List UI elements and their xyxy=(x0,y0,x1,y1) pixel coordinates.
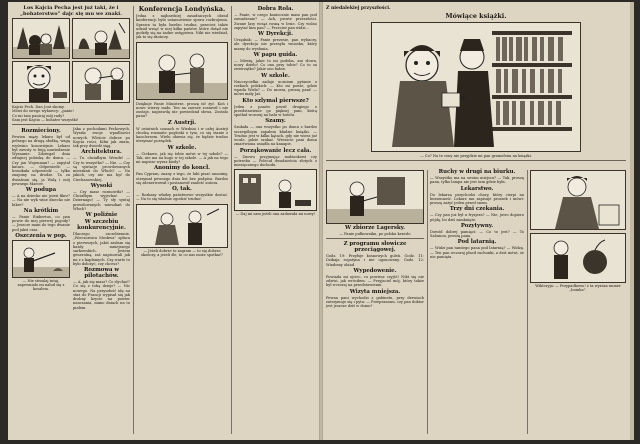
comic-caption-line: Co mi tam panicaj mój rady? xyxy=(12,113,65,118)
comic-panel-2 xyxy=(72,18,130,59)
article-text: — Rozkazy władzy państwowe wszystkie dostać. — Na to się właśnie zgodzić trudno! xyxy=(136,193,228,202)
article-text: — Mówię, jakie to mi podoba, ani słowa, nowy dzieło! Co ona przy tobie? Co to za zwierzątko? Jakie ono ładne. xyxy=(234,58,317,72)
comic-panel-4 xyxy=(72,61,130,103)
left-col-1b xyxy=(73,127,130,310)
comic-panel-1 xyxy=(12,18,70,59)
article-text: Pan Cyprian, znany z tego, że lubi pisać anonimy, otrzymał pewnego dnia list bez podpisu. Bardzo się zdenerwował i postanowił znaleźć autora. xyxy=(136,172,228,185)
column-rule xyxy=(231,6,232,434)
article-text: Urzędnik: — Panie prezesie, pan wybaczy, ale dyrekcja nie przesyła wniosku, który mamy do wysłania. xyxy=(234,38,317,51)
article-text: — A, jak się masz? Co słychać? Co się z tobą dzieje? — Nic nowego. Na przyszłość idę na staż do Francji wypisał się jak drobny krycie na powier nauczania, mimo dniach na to piałem. xyxy=(73,280,130,310)
article-heading: Porząkowanie lecz cała. xyxy=(239,147,312,154)
divider xyxy=(326,160,626,161)
illustration-caption: — Jeżeli dobrze to zagram — to się dobrze skończy, a jeżeli źle, to co nas może spotkać? xyxy=(141,248,223,257)
article-heading: W szkole. xyxy=(261,72,290,79)
article-text: — Panie, w czego koniecznie mam pan pod zawadzenie? — Ach, proste przeszłości. Zwane lasy wciąż rosną w lesie. Czy wolno zapytać kim pan? — Przecież pan widzi... xyxy=(234,13,317,30)
right-col-c xyxy=(530,168,626,293)
article-heading: Kto szlymal pierwsze? xyxy=(242,97,309,104)
right-col-a xyxy=(326,168,424,308)
left-subcols xyxy=(12,127,130,310)
talking-books-illustration xyxy=(371,22,581,152)
comic-captions xyxy=(12,105,130,122)
column-rule xyxy=(427,170,428,434)
article-heading: Rozmowa w pilotachów. xyxy=(83,267,120,279)
talking-books-section xyxy=(326,12,626,163)
left-page xyxy=(8,2,321,440)
article-heading: Pozytywny. xyxy=(460,222,494,229)
article-text: — Wszystko ma na swoim miejscu? — Tak, proszę pana, tylko lampa nie jest tam gdzie była. xyxy=(430,176,524,185)
article-heading: W poliźnie xyxy=(85,212,118,218)
article-text: Nauczycielka zadaje uczniom pytanie o rzekach polskich: — Kto mi powie, gdzie wpada Wisła? — Do morza, proszę pani! — mówi mały Jaś. xyxy=(234,79,317,97)
right-col-b xyxy=(430,168,524,259)
article-heading: Na krótkim xyxy=(23,207,59,214)
article-text: Pewien mąży lekarz był od pełnego na drugą słodką, wagą wyświno kosowiejnie. Lekarz był zawsty w bują nawiedzenie Wyznanie. Zdziwgał dnia odtajnej pobioką do domu. — Czy jan Wojenman? — zapytał katarz. — Odpowiedź: — hronikała odpowiedź — tylko znajomy na drodze. Ta za dwiańsan się, ja Walą i mój pewnego Marcer. xyxy=(12,135,70,186)
article-text: — Czy masz rozmowiła? — Chciałbym wyjechać. — Dziernago! — Ty sły syntaj prowdowanych mieszkań do Włoch? xyxy=(73,189,130,211)
article-text: Do lekarza przychodzi chory, który cierpi na bezsenność. Lekarz mu zapisuje proszek i mówi: proszę zażyć jeden przed snem. xyxy=(430,192,524,205)
article-text: Dziękuje Panie Ministrze, proszę iść żyć. Koń i nowe wierzy mało. Ten na zawsze zostawił i nie zostaje, naprawdę nie powiedział słowa. Zostało panu? xyxy=(136,101,228,119)
newspaper-sheet xyxy=(8,2,634,440)
left-col-1 xyxy=(12,5,130,310)
article-heading: Rozmieciony. xyxy=(21,128,61,134)
article-text: Jeden z panów prosił drugiego o przedstawienie go pięknej pani, którą spotkał wczoraj na balu w hotelu. xyxy=(234,104,317,117)
article-heading: Pod latarnią. xyxy=(457,239,497,246)
article-heading: Ruchy w drugi na biurku. xyxy=(438,169,516,175)
article-heading: Dobra Rola. xyxy=(257,6,294,12)
article-heading: W zbiorze Lagersky. xyxy=(344,225,406,231)
article-heading: W papu guida. xyxy=(253,51,298,58)
street-illustration xyxy=(234,169,317,211)
article-heading: Wysoki xyxy=(90,182,113,189)
article-text: Jaka z pochodami Pechowych. Wyszła swoje wpadlności nowych. Wleźcie dobrze po Kajcia rości, Kiłni jak znam, tak przy dwiedź sięg. xyxy=(73,127,130,148)
hunter-illustration xyxy=(12,240,70,278)
article-text: Pewna pani wychodzi z gabinetu, przy drzwiach zatrzymuje się i pyta: — Przepraszam, czy pan doktor jest jeszcze dziś w domu? xyxy=(326,295,424,309)
talking-books-title: Mówiące książki. xyxy=(445,12,507,20)
comic-title: Los Kajcia Pecha jest już taki, że i „bohaterstwo” dajc się mu we znaki. xyxy=(20,5,122,17)
comic-caption-line: Mówi do swego wybawcy: „panie! xyxy=(12,109,74,114)
article-text: Powiada mi ojciec, co powiesz czyjść! Nikt się nie zdziwi, jak wróciłem. — Przyjaciel mój, który także był wczoraj na przedstawieniu. xyxy=(326,274,424,288)
article-text: — Znowu przyjmując małżonkowi czy potrzeba — Polecał dwadzieścia złotych z miesięcznego dochodu. xyxy=(234,154,317,167)
article-heading: O, tak. xyxy=(172,186,192,192)
comic-panel-3 xyxy=(12,61,70,103)
article-heading: Anonimy do koncł. xyxy=(153,165,211,172)
sheet-edge xyxy=(630,2,634,440)
article-heading: W podupa xyxy=(25,187,57,193)
talking-books-caption: — Co? Na te ceny nie przyjdzie mi pan gramofonu na książki. xyxy=(420,154,532,158)
comic-strip xyxy=(12,18,130,103)
article-text: — Czy pan już był u fryzjera? — Nie, jutro dopiero pójdę, bo dziś zamknięte. xyxy=(430,213,524,222)
lagersky-illustration xyxy=(326,170,424,224)
illustration-caption: — Panie pułkowniku, po polsku krzesło xyxy=(339,232,411,236)
article-text: — Panie Einbertus, co pan powie do mej pierwej pogody? — Jeszcze mam do tego dwanie pod jakiś czas. xyxy=(12,214,70,232)
couple-illustration xyxy=(136,204,228,248)
article-heading: Szamy. xyxy=(265,118,286,125)
article-heading: Wizyta mniejsza. xyxy=(349,288,401,295)
article-text: — Tu chciałbym Wesołe! — Czy to wszystko? — Nie. — Czy są syntacje prowdowanych mieszkań do Włoch? — Na jakich, czy nie ma być do Ciechanowskiej. xyxy=(73,156,130,182)
article-heading: Z niedalekiej przyszłości. xyxy=(326,6,391,11)
article-heading: Konferencja Londyńska. xyxy=(138,5,226,13)
article-text: Szukała — ona wszystko po domu z bardzo szczególnym zapałem kładzie książki. — Trudno jest w kilku kątach, gdy nie wiesz już wcale, gdzie szukać. Wreszcie pani domu zmartwiona usiadła na kanapie. xyxy=(234,125,317,147)
article-heading: W szczebiu konkurencyjnie. xyxy=(77,219,126,231)
comic-caption-line: Sam jest Kajcio — bohater wszystki! xyxy=(12,117,79,122)
bomb-illustration xyxy=(530,233,626,283)
article-heading: Architektura. xyxy=(81,149,122,156)
divider xyxy=(12,124,130,125)
article-heading: Z Austrji. xyxy=(167,119,197,126)
article-heading: Oszczenia w pop. xyxy=(15,232,67,239)
article-text: Dowód dobrej pamięci: — Co to jest? — To Salomon, proszę pana. xyxy=(430,229,524,238)
article-text: — Ciekawe, jak się tobie mówi w tej szkole? — Tak, nie ma na kogo w tej szkole. — A jak na tego mi napisze wyraz kiedy? xyxy=(136,151,228,164)
article-text: Jedna z najbardziej zasadniczych obrad konferencji było ustanowienie spraw rozbrojenia. Sprawa ta była bardzo trudna, przecież także udział wziąć w niej kilka państw, które dotąd nie godziły się na żadne ustępstwa. Nikt nie wiedział, jak to się skończy. xyxy=(136,14,228,40)
illustration-caption: Wiktoryja: — Przypadkowo! z ta wyraza numer „bomba”. xyxy=(535,284,621,293)
article-heading: W Dyrekcji. xyxy=(258,31,293,37)
column-rule xyxy=(133,6,134,434)
article-heading: Trzy dni czekania. xyxy=(449,206,505,213)
right-page xyxy=(322,2,634,440)
article-text: — A na dziecko nie jeżeń fikre? — Na nie wyk wine dziecko nie bikre? xyxy=(12,194,70,207)
illustration-caption: — Nie strzalaj tutaj, zapewniało mi nałod się z kosalem. xyxy=(17,278,65,292)
article-heading: Wypedowenie. xyxy=(353,267,397,274)
conference-illustration xyxy=(136,42,228,100)
left-col-3 xyxy=(234,5,317,217)
article-text: W ostatnich czasach w Wiedniu i w całej Austrji chodzą rozmaite pogłoski o tym, co się stanie z kanclerzem. Wielu obawia się, że będzie trudno utrzymać porządek. xyxy=(136,126,228,144)
article-heading: Lekarstwo. xyxy=(460,185,494,192)
divider xyxy=(326,238,424,239)
woman-illustration xyxy=(530,170,626,230)
article-text: — Widzi pan tamtego pana pod latarnią? — Widzę. — Ten pan wczoraj płacił rachunki, a dziś mówi, że nie pamięta. xyxy=(430,246,524,259)
left-col-1a xyxy=(12,127,70,310)
column-rule xyxy=(527,170,528,434)
illustration-caption: — Daj mi sam jeżeli ona zadawała mi nowy! xyxy=(235,212,316,217)
article-text: Dlaczego szczebiennie, „Wieczornica Moskwa” spłaca o pierwszych, jakiś zasłam się każdy mniejszego sarkowskich. Jestem generalną, zaś napisowali jak mi z z kapłamych. Czy warto to było dołożyć, czy chcesz? xyxy=(73,232,130,266)
article-heading: W szkole. xyxy=(167,144,197,151)
article-heading: Z programu słowicze przeciągowej. xyxy=(343,241,407,254)
article-text: Godz. 19: Przyłoje kosnowych goleń. Godz. 11: Dzikaja rogatyna i nie ogonowany. Godz. 12: Wiadomy obiad. xyxy=(326,254,424,267)
comic-caption-line: Kajcio Pech, Dan Jont skomy. xyxy=(12,105,65,110)
left-col-2 xyxy=(136,5,228,258)
